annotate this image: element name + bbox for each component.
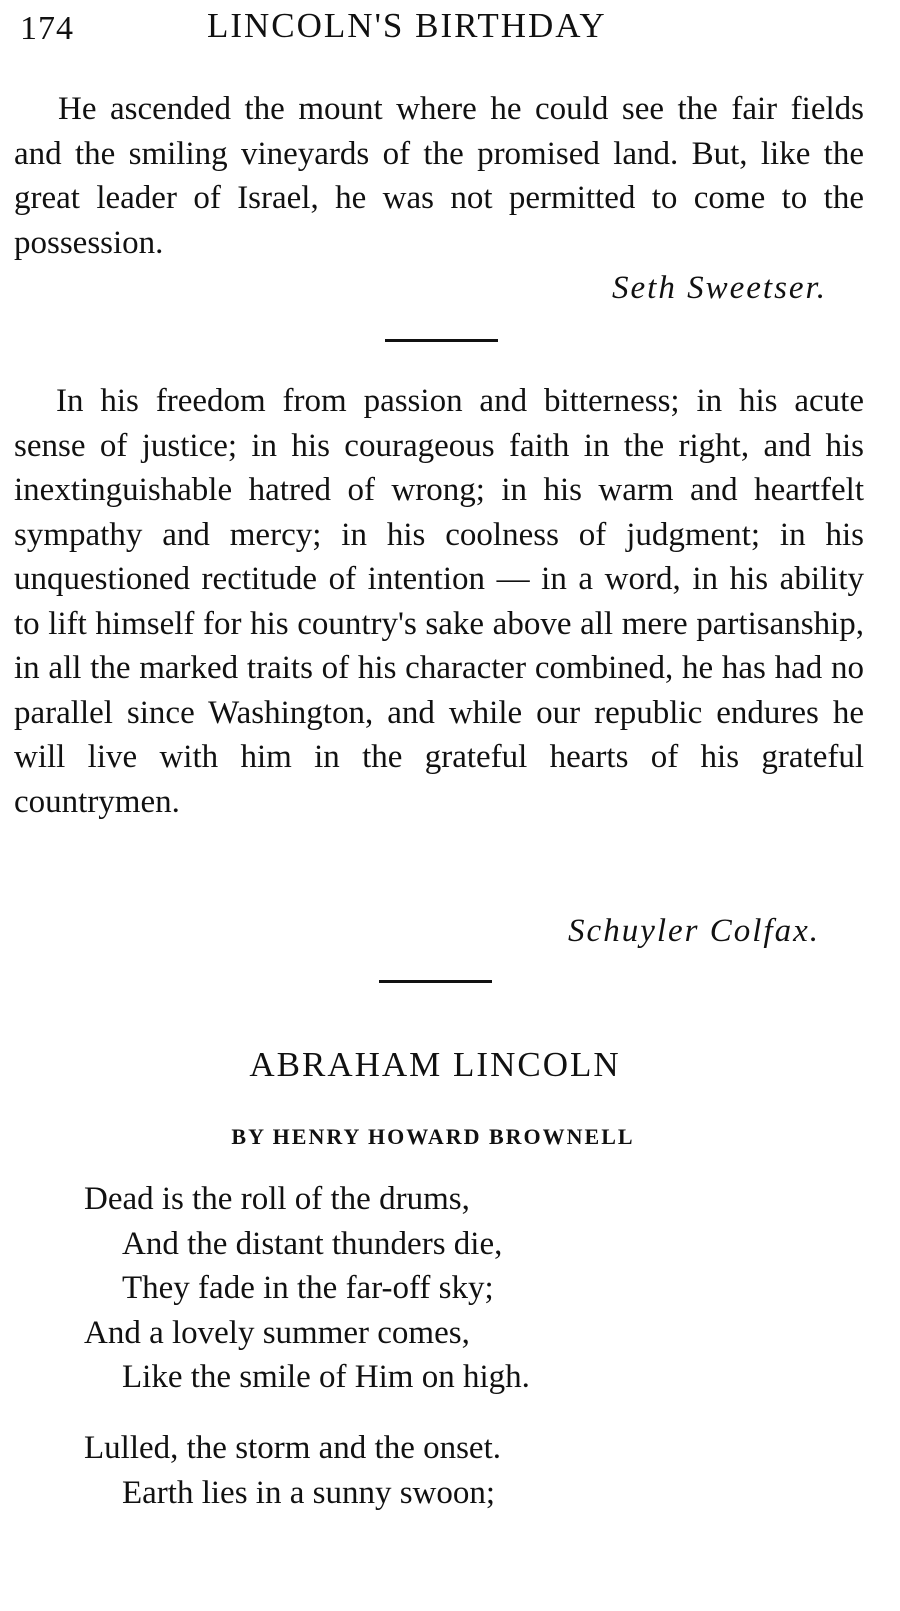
- attribution-colfax: Schuyler Colfax.: [568, 913, 820, 949]
- poem-line: They fade in the far-off sky;: [122, 1270, 494, 1306]
- poem-title: ABRAHAM LINCOLN: [249, 1045, 621, 1084]
- running-title: LINCOLN'S BIRTHDAY: [207, 6, 607, 45]
- running-header: [0, 2, 900, 52]
- poem-line: Lulled, the storm and the onset.: [84, 1430, 501, 1466]
- page-number: 174: [20, 10, 74, 47]
- poem-line: Earth lies in a sunny swoon;: [122, 1474, 496, 1511]
- quote-paragraph-colfax: In his freedom from passion and bitterness; in his acute sense of justice; in his courageous faith in the right, and his inextinguishable hatred of wrong; in his warm and heartfelt sympathy and mercy; in his coolness of judgment; in his unquestioned rectitude of intention — in a word, in his ability to lift himself for his country's sake above all mere partisanship, in all the marked traits of his character combined, he has had no parallel since Washington, and while our republic endures he will live with him in the grateful hearts of his grateful countrymen.: [14, 383, 864, 820]
- poem-stanza: [84, 1426, 864, 1515]
- poem-line: Dead is the roll of the drums,: [84, 1181, 470, 1217]
- section-divider: [379, 980, 492, 983]
- quote-paragraph-sweetser: He ascended the mount where he could see the fair fields and the smiling vineyards of the promised land. But, like the great leader of Israel, he was not permitted to come to the possession.: [14, 91, 864, 261]
- poem-line: And a lovely summer comes,: [84, 1314, 470, 1351]
- poem-byline: BY HENRY HOWARD BROWNELL: [231, 1124, 635, 1149]
- poem-line: And the distant thunders die,: [122, 1225, 503, 1262]
- poem-line: Like the smile of Him on high.: [122, 1359, 530, 1395]
- poem-stanza: [84, 1177, 864, 1400]
- attribution-sweetser: Seth Sweetser.: [612, 270, 827, 306]
- section-divider: [385, 339, 498, 342]
